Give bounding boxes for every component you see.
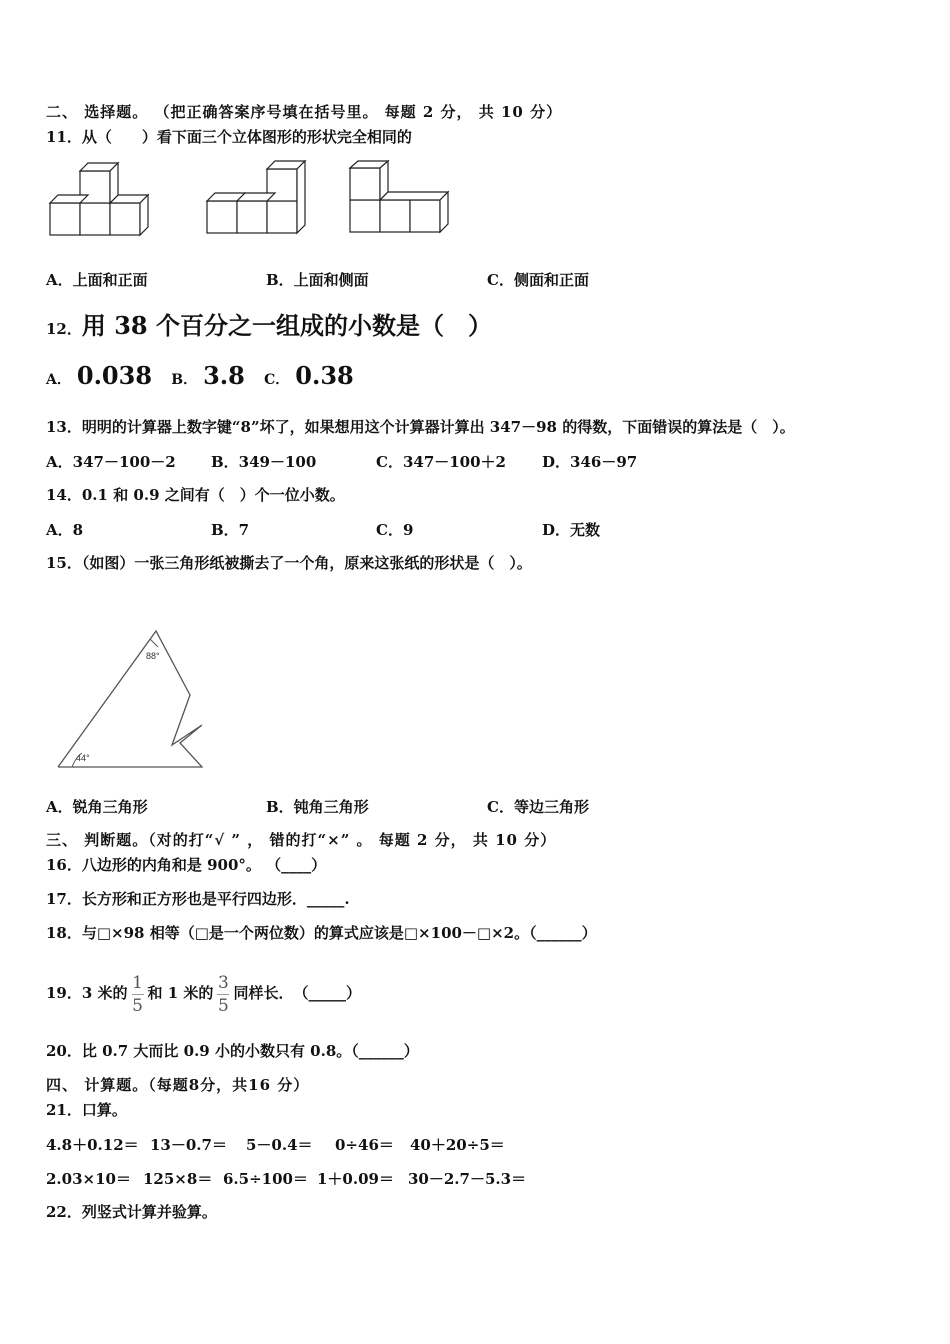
question-14: 14．0.1 和 0.9 之间有（ ）个一位小数。 [46, 486, 345, 504]
calc-3: 5－0.4＝ [246, 1136, 313, 1154]
question-21: 21．口算。 [46, 1101, 127, 1119]
calc-7: 125×8＝ [143, 1170, 213, 1188]
calc-9: 1＋0.09＝ [317, 1170, 394, 1188]
fraction-3-5: $\frac{3}{5}$ [218, 972, 229, 1016]
section-4-heading: 四、 计算题。（每题8分，共16 分） [46, 1076, 310, 1094]
calc-4: 0÷46＝ [335, 1136, 394, 1154]
question-12 [46, 310, 492, 345]
q14-option-a[interactable]: A．8 [46, 521, 84, 539]
q12-options [46, 360, 354, 396]
question-20: 20．比 0.7 大而比 0.9 小的小数只有 0.8。（______） [46, 1042, 419, 1060]
calc-2: 13－0.7＝ [150, 1136, 227, 1154]
q13-option-a[interactable]: A．347－100－2 [46, 453, 176, 471]
calc-5: 40＋20÷5＝ [410, 1136, 505, 1154]
q13-option-c[interactable]: C．347－100＋2 [376, 453, 506, 471]
q15-option-b[interactable]: B．钝角三角形 [266, 798, 369, 816]
cube-figure-2 [205, 160, 315, 240]
angle-44-label: 44° [76, 753, 90, 763]
q15-option-a[interactable]: A．锐角三角形 [46, 798, 148, 816]
q12-option-b[interactable]: B． 3.8 [171, 361, 245, 390]
question-19 [46, 958, 361, 1028]
angle-88-label: 88° [146, 651, 160, 661]
q12-option-c[interactable]: C． 0.38 [264, 361, 354, 390]
q11-option-b[interactable]: B．上面和侧面 [266, 271, 369, 289]
section-3-heading: 三、 判断题。（对的打“√ ” ， 错的打“×” 。 每题 2 分， 共 10 分） [46, 831, 557, 849]
question-18: 18．与□×98 相等（□是一个两位数）的算式应该是□×100－□×2。（______） [46, 924, 597, 942]
q15-option-c[interactable]: C．等边三角形 [487, 798, 589, 816]
calc-8: 6.5÷100＝ [223, 1170, 308, 1188]
question-16: 16．八边形的内角和是 900°。 （____） [46, 856, 327, 874]
q14-option-d[interactable]: D．无数 [542, 521, 601, 539]
q14-option-c[interactable]: C．9 [376, 521, 414, 539]
cube-figure-1 [48, 160, 158, 240]
q11-option-a[interactable]: A．上面和正面 [46, 271, 148, 289]
q13-option-d[interactable]: D．346－97 [542, 453, 638, 471]
q13-option-b[interactable]: B．349－100 [211, 453, 317, 471]
question-11: 11．从（ ）看下面三个立体图形的形状完全相同的 [46, 128, 412, 146]
q11-option-c[interactable]: C．侧面和正面 [487, 271, 589, 289]
cube-figure-3 [348, 160, 458, 240]
question-22: 22．列竖式计算并验算。 [46, 1203, 217, 1221]
q19-pre: 19．3 米的 [46, 984, 128, 1002]
question-17: 17．长方形和正方形也是平行四边形．_____. [46, 890, 350, 908]
question-15: 15．（如图）一张三角形纸被撕去了一个角，原来这张纸的形状是（ ）。 [46, 554, 532, 572]
section-2-heading: 二、 选择题。 （把正确答案序号填在括号里。 每题 2 分， 共 10 分） [46, 103, 563, 121]
question-13: 13．明明的计算器上数字键“8”坏了，如果想用这个计算器计算出 347－98 的得数，下面错误的算法是（ ）。 [46, 418, 795, 436]
fraction-1-5: $\frac{1}{5}$ [132, 972, 143, 1016]
calc-1: 4.8＋0.12＝ [46, 1136, 139, 1154]
q14-option-b[interactable]: B．7 [211, 521, 250, 539]
q19-mid: 和 1 米的 [147, 984, 214, 1002]
q12-number: 12． [46, 320, 82, 338]
q12-text: 用 38 个百分之一组成的小数是（ ） [81, 311, 492, 340]
calc-6: 2.03×10＝ [46, 1170, 131, 1188]
q19-post: 同样长． （_____） [233, 984, 361, 1002]
q12-option-a[interactable]: A． 0.038 [46, 361, 153, 390]
torn-triangle-figure [50, 625, 230, 775]
calc-10: 30－2.7－5.3＝ [408, 1170, 527, 1188]
